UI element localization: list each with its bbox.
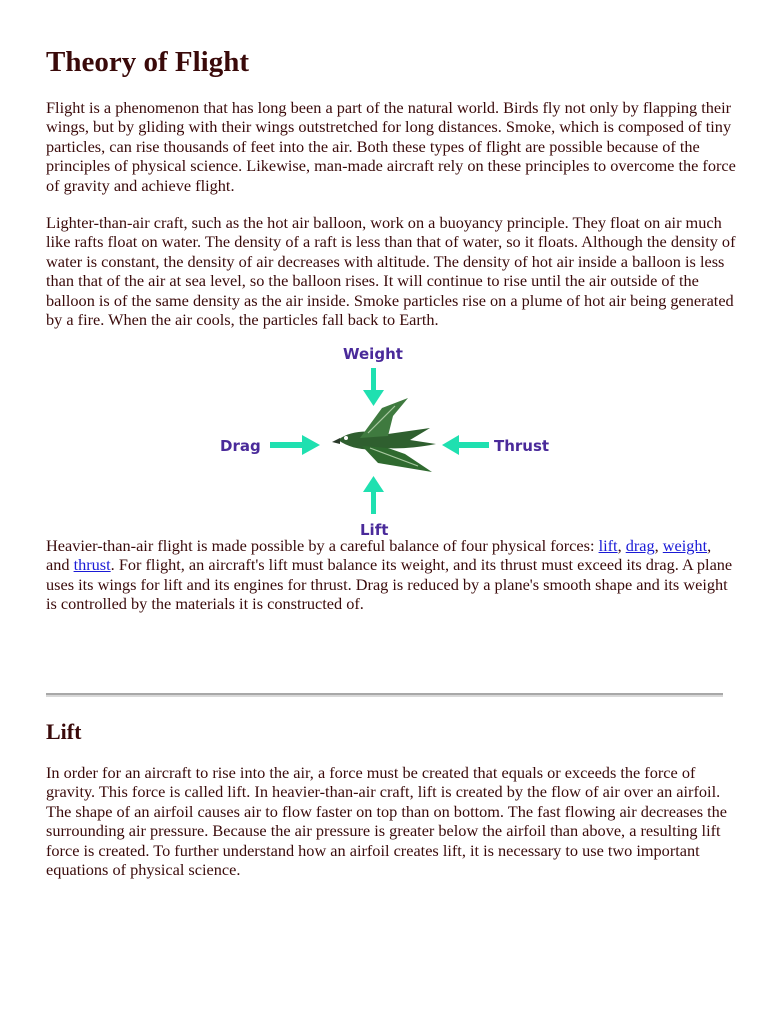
lift-arrow: [363, 476, 384, 514]
lift-paragraph: In order for an aircraft to rise into the air, a force must be created that equals or exceeds the force of gravity. This force is called lift. In heavier-than-air craft, lift is created by the flow of air over an airfoil. The shape of an airfoil causes air to flow faster on top than on bottom. The fast flowing air decreases the surrounding air pressure. Because the air pressure is greater below the airfoil than above, a resulting lift force is created. To further understand how an airfoil creates lift, it is necessary to use two important equations of physical science.: [46, 763, 728, 880]
page-title: Theory of Flight: [46, 46, 249, 78]
drag-arrow: [270, 435, 320, 455]
separator: , and: [46, 536, 712, 575]
four-forces-diagram: [210, 338, 570, 538]
lighter-than-air-paragraph: Lighter-than-air craft, such as the hot air balloon, work on a buoyancy principle. They float on air much like rafts float on water. The density of a raft is less than that of water, so it floats. Although the density of water is constant, the density of air decreases with altitude. The density of hot air inside a balloon is less than that of the air at sea level, so the balloon rises. It will continue to rise until the air outside of the balloon is of the same density as the air inside. Smoke particles rise on a plume of hot air being generated by a fire. When the air cools, the particles fall back to Earth.: [46, 213, 736, 330]
drag-link[interactable]: drag: [625, 536, 655, 555]
bird-icon: [332, 398, 436, 472]
intro-paragraph: Flight is a phenomenon that has long been a part of the natural world. Birds fly not only by flapping their wings, but by gliding with their wings outstretched for long distances. Smoke, which is composed of tiny particles, can rise thousands of feet into the air. Both these types of flight are possible because of the principles of physical science. Likewise, man-made aircraft rely on these principles to overcome the force of gravity and achieve flight.: [46, 98, 736, 195]
heavier-than-air-text-end: . For flight, an aircraft's lift must balance its weight, and its thrust must exceed its drag. A plane uses its wings for lift and its engines for thrust. Drag is reduced by a plane's smooth shape and its weight is controlled by the materials it is constructed of.: [46, 555, 733, 614]
thrust-link[interactable]: thrust: [73, 555, 111, 575]
heavier-than-air-text-start: Heavier-than-air flight is made possible by a careful balance of four physical forces:: [46, 536, 599, 555]
lift-heading: Lift: [46, 719, 82, 744]
weight-link[interactable]: weight: [662, 536, 708, 555]
separator: ,: [617, 536, 626, 555]
section-divider: [46, 693, 723, 697]
lift-label: Lift: [360, 521, 389, 538]
thrust-label: Thrust: [494, 437, 550, 455]
lift-link[interactable]: lift: [598, 536, 618, 555]
weight-arrow: [363, 368, 384, 406]
thrust-arrow: [442, 435, 489, 455]
heavier-than-air-paragraph: [46, 536, 736, 614]
drag-label: Drag: [220, 437, 261, 455]
separator: ,: [654, 536, 663, 555]
weight-label: Weight: [343, 345, 403, 363]
